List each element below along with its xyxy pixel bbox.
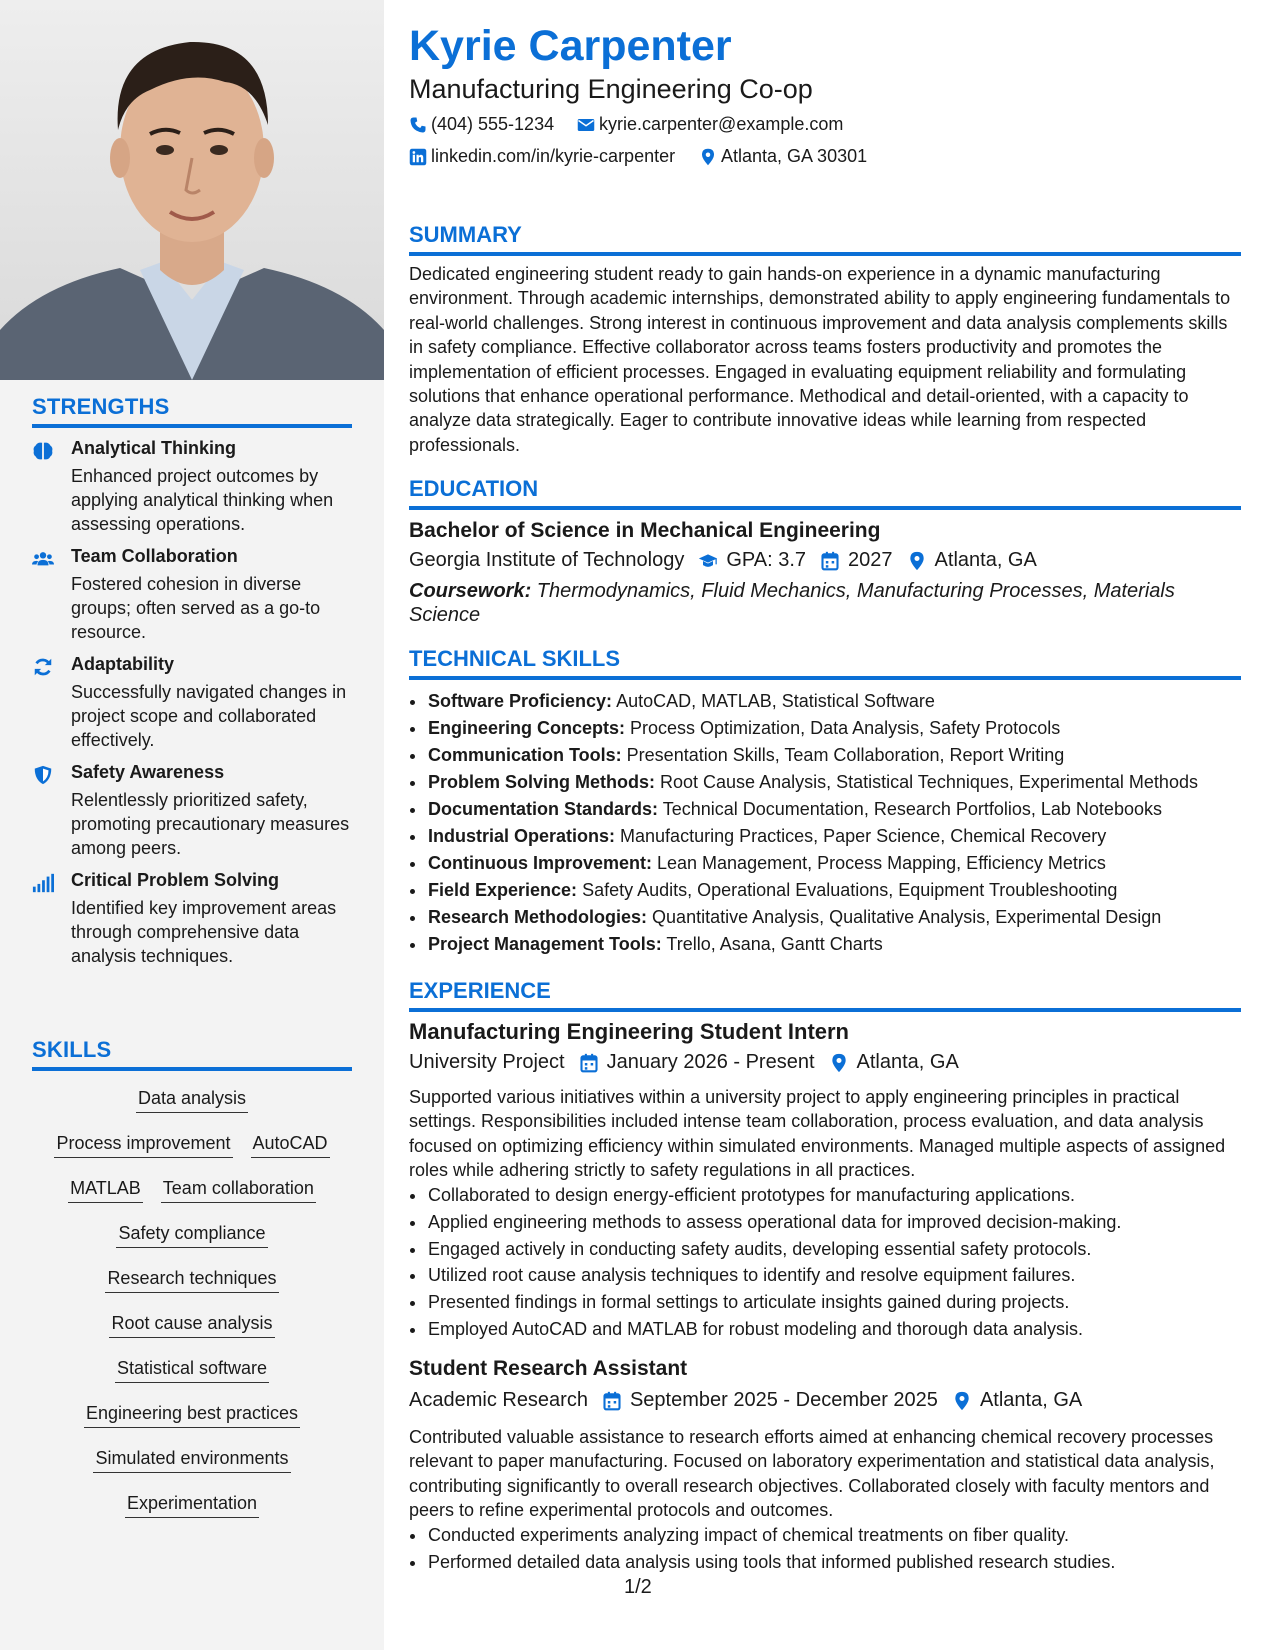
skill-label: Research Methodologies: <box>428 907 648 927</box>
portrait-image <box>0 0 384 380</box>
skill-row <box>32 1088 352 1113</box>
skill-value: Quantitative Analysis, Qualitative Analysis, Experimental Design <box>647 907 1162 927</box>
location-contact <box>699 146 867 167</box>
phone-number[interactable]: (404) 555-1234 <box>431 114 555 134</box>
job-meta <box>409 1389 1082 1412</box>
skill-tag: Engineering best practices <box>84 1403 300 1428</box>
calendar-icon <box>602 1391 622 1411</box>
job-role: Student Research Assistant <box>409 1357 688 1380</box>
gpa: GPA: 3.7 <box>726 549 807 571</box>
map-pin-icon <box>699 148 717 166</box>
skill-value: Safety Audits, Operational Evaluations, Equipment Troubleshooting <box>577 880 1118 900</box>
map-pin-icon <box>907 551 927 571</box>
brain-icon <box>32 440 54 462</box>
strengths-heading: STRENGTHS <box>32 394 170 419</box>
list-item <box>427 877 1259 904</box>
education-meta <box>409 549 1037 572</box>
skill-row <box>32 1448 352 1473</box>
email-contact <box>577 114 843 135</box>
coursework-list: Thermodynamics, Fluid Mechanics, Manufacturing Processes, Materials Science <box>409 580 1175 626</box>
job-role: Manufacturing Engineering Student Intern <box>409 1019 849 1044</box>
experience-heading: EXPERIENCE <box>409 978 551 1003</box>
skill-value: Process Optimization, Data Analysis, Safety Protocols <box>625 718 1061 738</box>
job-org: University Project <box>409 1051 565 1073</box>
skill-tag: Data analysis <box>136 1088 248 1113</box>
skill-tag: Experimentation <box>125 1493 259 1518</box>
list-item: • Applied engineering methods to assess operational data for improved decision-making. <box>427 1209 1259 1236</box>
job-bullets <box>409 1522 1259 1576</box>
strength-title: Team Collaboration <box>71 546 238 566</box>
skill-tag: AutoCAD <box>251 1133 330 1158</box>
email-address[interactable]: kyrie.carpenter@example.com <box>599 114 844 134</box>
job-meta <box>409 1051 959 1074</box>
technical-skills-heading: TECHNICAL SKILLS <box>409 646 621 671</box>
skill-label: Engineering Concepts: <box>428 718 626 738</box>
skill-tag: Research techniques <box>105 1268 278 1293</box>
strengths-rule <box>32 424 352 428</box>
strength-desc: Identified key improvement areas through comprehensive data analysis techniques. <box>71 898 337 966</box>
coursework-label: Coursework: <box>409 580 532 602</box>
skills-heading: SKILLS <box>32 1037 112 1062</box>
list-item: • Employed AutoCAD and MATLAB for robust modeling and thorough data analysis. <box>427 1316 1259 1343</box>
education-rule <box>409 506 1241 510</box>
skill-tag: Root cause analysis <box>109 1313 274 1338</box>
skill-value: Trello, Asana, Gantt Charts <box>661 934 883 954</box>
job-dates: January 2026 - Present <box>606 1051 815 1073</box>
strength-title: Adaptability <box>71 654 175 674</box>
linkedin-url[interactable]: linkedin.com/in/kyrie-carpenter <box>431 146 676 166</box>
skill-label: Field Experience: <box>428 880 578 900</box>
list-item <box>427 742 1259 769</box>
coursework <box>409 579 1241 627</box>
summary-text: Dedicated engineering student ready to gain hands-on experience in a dynamic manufacturing environment. Through academic internships, demonstrated ability to apply engineering fundamentals to real-world challenges. Strong interest in continuous improvement and data analysis complements skills in safety compliance. Effective collaborator across teams fosters productivity and promotes the implementation of efficient processes. Engaged in evaluating equipment reliability and formulating solutions that enhance operational performance. Methodical and detail-oriented, with a capacity to analyze data strategically. Eager to contribute innovative ideas while learning from respected professionals. <box>409 264 1231 455</box>
list-item: • Engaged actively in conducting safety audits, developing essential safety protocols. <box>427 1236 1259 1263</box>
skills-rule <box>32 1067 352 1071</box>
strength-title: Critical Problem Solving <box>71 870 280 890</box>
skill-tag: Safety compliance <box>116 1223 267 1248</box>
skill-label: Industrial Operations: <box>428 826 616 846</box>
technical-skills-rule <box>409 676 1241 680</box>
list-item: • Performed detailed data analysis using tools that informed published research studies. <box>427 1549 1259 1576</box>
signal-bars-icon <box>32 872 54 894</box>
graduation-cap-icon <box>698 551 718 571</box>
strength-desc: Fostered cohesion in diverse groups; often served as a go-to resource. <box>71 574 321 642</box>
strength-desc: Successfully navigated changes in project scope and collaborated effectively. <box>71 682 347 750</box>
strength-desc: Relentlessly prioritized safety, promoting precautionary measures among peers. <box>71 790 350 858</box>
job-location: Atlanta, GA <box>856 1051 959 1073</box>
calendar-icon <box>820 551 840 571</box>
job-description: Contributed valuable assistance to research efforts aimed at enhancing chemical recovery processes relevant to paper manufacturing. Focused on laboratory experimentation and statistical data analysis, contributing significantly to overall research objectives. Collaborated closely with faculty mentors and peers to refine experimental protocols and outcomes. <box>409 1427 1215 1521</box>
experience-rule <box>409 1008 1241 1012</box>
list-item <box>427 823 1259 850</box>
list-item <box>427 769 1259 796</box>
education-location: Atlanta, GA <box>934 549 1037 571</box>
list-item <box>427 904 1259 931</box>
list-item <box>427 715 1259 742</box>
map-pin-icon <box>952 1391 972 1411</box>
skill-value: AutoCAD, MATLAB, Statistical Software <box>612 691 935 711</box>
skill-row <box>32 1313 352 1338</box>
list-item: • Utilized root cause analysis techniques to identify and resolve equipment failures. <box>427 1262 1259 1289</box>
skill-label: Project Management Tools: <box>428 934 662 954</box>
skill-tag: Simulated environments <box>93 1448 290 1473</box>
skill-tag: MATLAB <box>68 1178 143 1203</box>
skill-value: Technical Documentation, Research Portfolios, Lab Notebooks <box>658 799 1162 819</box>
summary-heading: SUMMARY <box>409 222 522 247</box>
skill-label: Continuous Improvement: <box>428 853 652 873</box>
phone-contact <box>409 114 554 135</box>
list-item <box>427 931 1259 958</box>
strength-title: Analytical Thinking <box>71 438 237 458</box>
summary-rule <box>409 252 1241 256</box>
skill-row <box>32 1493 352 1518</box>
phone-icon <box>409 116 427 134</box>
strength-title: Safety Awareness <box>71 762 225 782</box>
job-description: Supported various initiatives within a university project to apply engineering principles in practical settings. Responsibilities included intense team collaboration, process evaluation, and data analysis focused on optimizing efficiency within simulated environments. Managed multiple aspects of assigned roles while adhering strictly to safety regulations in all practices. <box>409 1087 1226 1181</box>
list-item <box>427 688 1259 715</box>
job-title: Manufacturing Engineering Co-op <box>409 74 813 104</box>
school-name: Georgia Institute of Technology <box>409 549 685 571</box>
page-number: 1/2 <box>624 1576 652 1598</box>
skill-value: Presentation Skills, Team Collaboration, Report Writing <box>621 745 1065 765</box>
skill-value: Lean Management, Process Mapping, Efficiency Metrics <box>652 853 1106 873</box>
skill-value: Manufacturing Practices, Paper Science, Chemical Recovery <box>615 826 1107 846</box>
users-icon <box>32 548 54 570</box>
skill-tag: Process improvement <box>54 1133 232 1158</box>
skill-row <box>32 1223 352 1248</box>
education-heading: EDUCATION <box>409 476 539 501</box>
list-item <box>427 850 1259 877</box>
skill-value: Root Cause Analysis, Statistical Techniques, Experimental Methods <box>655 772 1198 792</box>
linkedin-icon <box>409 148 427 166</box>
job-location: Atlanta, GA <box>979 1389 1083 1411</box>
list-item: • Conducted experiments analyzing impact of chemical treatments on fiber quality. <box>427 1522 1259 1549</box>
degree-title: Bachelor of Science in Mechanical Engineering <box>409 519 881 542</box>
skill-tag: Statistical software <box>115 1358 269 1383</box>
envelope-icon <box>577 116 595 134</box>
technical-skills-list <box>409 688 1259 958</box>
strength-desc: Enhanced project outcomes by applying analytical thinking when assessing operations. <box>71 466 334 534</box>
location-text: Atlanta, GA 30301 <box>721 146 868 166</box>
skill-label: Documentation Standards: <box>428 799 659 819</box>
skill-row <box>32 1133 352 1158</box>
list-item: • Presented findings in formal settings to articulate insights gained during projects. <box>427 1289 1259 1316</box>
shield-icon <box>32 764 54 786</box>
skill-row <box>32 1358 352 1383</box>
sync-icon <box>32 656 54 678</box>
skill-tag: Team collaboration <box>161 1178 316 1203</box>
calendar-icon <box>579 1053 599 1073</box>
job-dates: September 2025 - December 2025 <box>629 1389 938 1411</box>
graduation-year: 2027 <box>848 549 893 571</box>
map-pin-icon <box>829 1053 849 1073</box>
profile-photo <box>0 0 384 380</box>
list-item <box>427 796 1259 823</box>
skill-row <box>32 1178 352 1203</box>
skill-row <box>32 1268 352 1293</box>
skill-label: Communication Tools: <box>428 745 622 765</box>
skill-label: Problem Solving Methods: <box>428 772 656 792</box>
candidate-name: Kyrie Carpenter <box>409 22 732 70</box>
list-item: • Collaborated to design energy-efficient prototypes for manufacturing applications. <box>427 1182 1259 1209</box>
job-org: Academic Research <box>409 1389 588 1411</box>
skill-row <box>32 1403 352 1428</box>
job-bullets <box>409 1182 1259 1343</box>
skill-label: Software Proficiency: <box>428 691 613 711</box>
linkedin-contact <box>409 146 675 167</box>
sidebar <box>0 0 384 1650</box>
